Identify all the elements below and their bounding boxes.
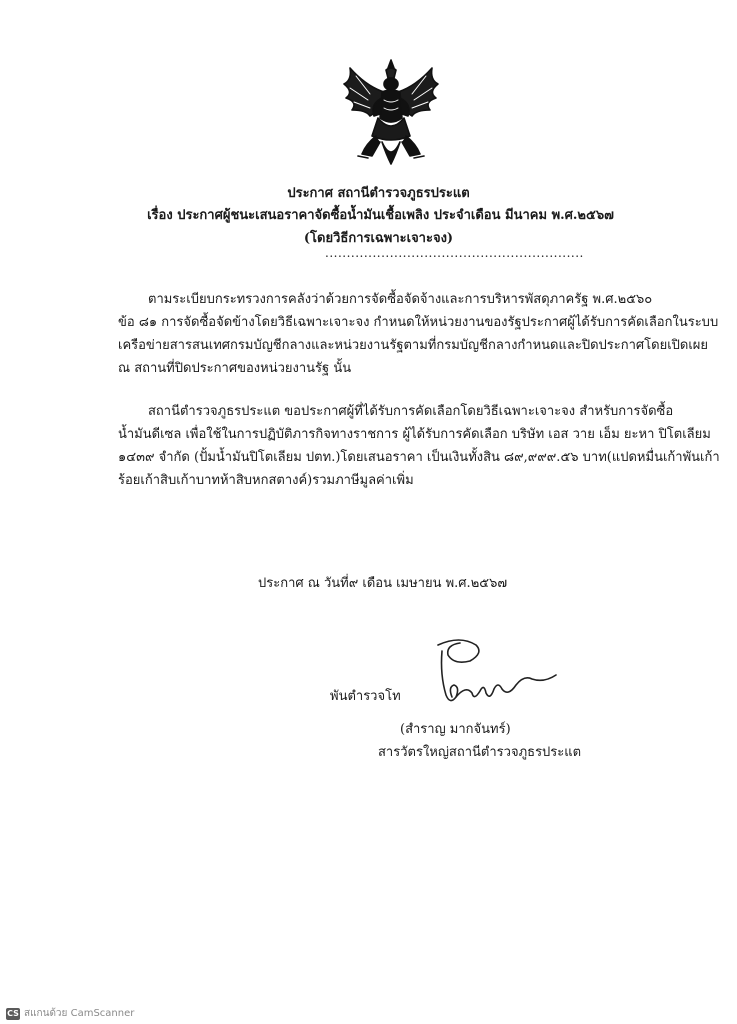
dotted-divider: ............................................................ xyxy=(325,246,584,260)
paragraph2-line: น้ำมันดีเซล เพื่อใช้ในการปฏิบัติภารกิจทางราชการ ผู้ได้รับการคัดเลือก บริษัท เอส วาย เอ็ม ยะหา ปิโตเลียม xyxy=(118,427,711,442)
signatory-rank: พันตำรวจโท xyxy=(330,689,401,704)
scanner-watermark xyxy=(6,1006,134,1021)
signatory-position: สารวัตรใหญ่สถานีตำรวจภูธรประแต xyxy=(378,745,582,760)
announcement-heading: ประกาศ สถานีตำรวจภูธรประแต xyxy=(287,186,470,201)
subject-line: เรื่อง ประกาศผู้ชนะเสนอราคาจัดซื้อน้ำมันเชื้อเพลิง ประจำเดือน มีนาคม พ.ศ.๒๕๖๗ xyxy=(147,208,614,223)
procurement-method: (โดยวิธีการเฉพาะเจาะจง) xyxy=(303,231,454,246)
paragraph2-line: ๑๔๓๙ จำกัด (ปั้มน้ำมันปิโตเลียม ปตท.)โดยเสนอราคา เป็นเงินทั้งสิน ๘๙,๙๙๙.๕๖ บาท(แปดหมื่นเก้าพันเก้า xyxy=(118,450,720,465)
paragraph1-line: ตามระเบียบกระทรวงการคลังว่าด้วยการจัดซื้อจัดจ้างและการบริหารพัสดุภาครัฐ พ.ศ.๒๕๖๐ xyxy=(148,292,653,307)
garuda-emblem-icon xyxy=(336,58,446,166)
paragraph1-line: ข้อ ๘๑ การจัดซื้อจัดข้างโดยวิธีเฉพาะเจาะจง กำหนดให้หน่วยงานของรัฐประกาศผู้ได้รับการคัดเลือกในระบบ xyxy=(118,315,719,330)
paragraph1-line: ณ สถานที่ปิดประกาศของหน่วยงานรัฐ นั้น xyxy=(118,361,352,376)
camscanner-logo-icon: CS xyxy=(7,1008,19,1018)
scanner-watermark-text: สแกนด้วย CamScanner xyxy=(24,1008,135,1019)
announcement-date: ประกาศ ณ วันที่๙ เดือน เมษายน พ.ศ.๒๕๖๗ xyxy=(258,576,508,591)
paragraph1-line: เครือข่ายสารสนเทศกรมบัญชีกลางและหน่วยงานรัฐตามที่กรมบัญชีกลางกำหนดและปิดประกาศโดยเปิดเผย xyxy=(118,338,709,353)
handwritten-signature xyxy=(420,635,570,710)
signatory-name: (สำราญ มากจันทร์) xyxy=(400,722,511,737)
paragraph2-line: ร้อยเก้าสิบเก้าบาทห้าสิบหกสตางค์)รวมภาษีมูลค่าเพิ่ม xyxy=(118,473,414,488)
paragraph2-line: สถานีตำรวจภูธรประแต ขอประกาศผู้ที่ได้รับการคัดเลือกโดยวิธีเฉพาะเจาะจง สำหรับการจัดซื้อ xyxy=(148,404,674,419)
